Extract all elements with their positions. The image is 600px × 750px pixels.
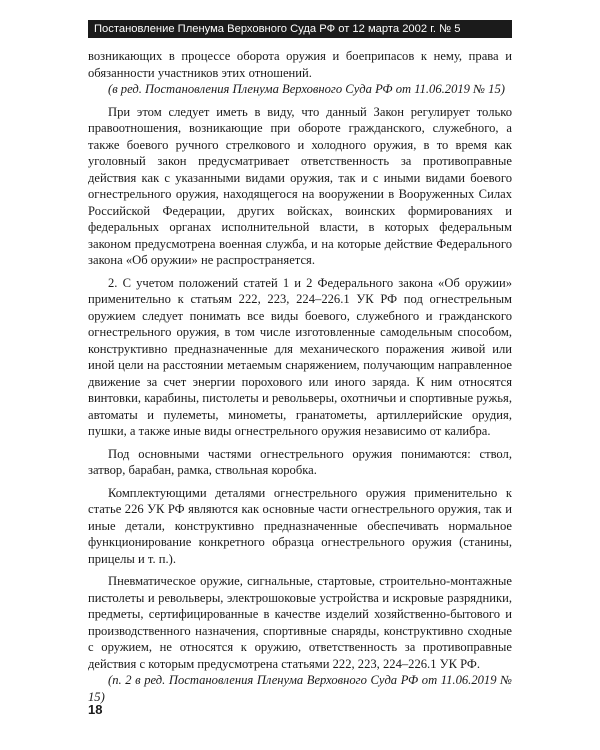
document-body [88, 48, 512, 705]
paragraph: Пневматическое оружие, сигнальные, стартовые, строительно-монтажные пистолеты и револьверы, электрошоковые устройства и искровые разрядники, предметы, сертифицированные в качестве изделий хозяйственно-бытового и производственного назначения, спортивные снаряды, конструктивно сходные с оружием, не относятся к оружию, ответственность за противоправные действия с которым предусмотрена статьями 222, 223, 224–226.1 УК РФ. [88, 574, 512, 671]
amendment-note: (п. 2 в ред. Постановления Пленума Верховного Суда РФ от 11.06.2019 № 15) [88, 673, 512, 704]
paragraph: Комплектующими деталями огнестрельного оружия применительно к статье 226 УК РФ являются как основные части огнестрельного оружия, так и иные детали, конструктивно предназначенные обеспечивать нормальное функционирование конкретного образца огнестрельного оружия (станины, прицелы и т. п.). [88, 485, 512, 566]
paragraph: Под основными частями огнестрельного оружия понимаются: ствол, затвор, барабан, рамка, ствольная коробка. [88, 446, 512, 477]
amendment-note: (в ред. Постановления Пленума Верховного Суда РФ от 11.06.2019 № 15) [108, 82, 505, 96]
paragraph-continuation: возникающих в процессе оборота оружия и боеприпасов к нему, права и обязанности участников этих отношений. [88, 49, 512, 80]
paragraph: При этом следует иметь в виду, что данный Закон регулирует только правоотношения, возникающие при обороте гражданского, служебного, а также боевого ручного стрелкового и холодного оружия, в то время как уголовный закон предусматривает ответственность за противоправные действия как с указанными видами оружия, так и с иными видами боевого огнестрельного оружия, находящегося на вооружении в Вооруженных Силах Российской Федерации, других войсках, воинских формированиях и федеральных органах исполнительной власти, в которых федеральным законом предусмотрена военная служба, и на которые действие Федерального закона «Об оружии» не распространяется. [88, 104, 512, 267]
paragraph-item-2: 2. С учетом положений статей 1 и 2 Федерального закона «Об оружии» применительно к статьям 222, 223, 224–226.1 УК РФ под огнестрельным оружием следует понимать все виды боевого, служебного и гражданского огнестрельного оружия, в том числе изготовленные самодельным способом, конструктивно предназначенные для механического поражения живой или иной цели на расстоянии метаемым снаряжением, получающим направленное движение за счет энергии порохового или иного заряда. К ним относятся винтовки, карабины, пистолеты и револьверы, охотничьи и спортивные ружья, автоматы и пулеметы, минометы, гранатометы, артиллерийские орудия, пушки, а также иные виды огнестрельного оружия независимо от калибра. [88, 275, 512, 438]
page-number: 18 [88, 702, 103, 717]
running-header: Постановление Пленума Верховного Суда РФ от 12 марта 2002 г. № 5 [88, 20, 512, 38]
